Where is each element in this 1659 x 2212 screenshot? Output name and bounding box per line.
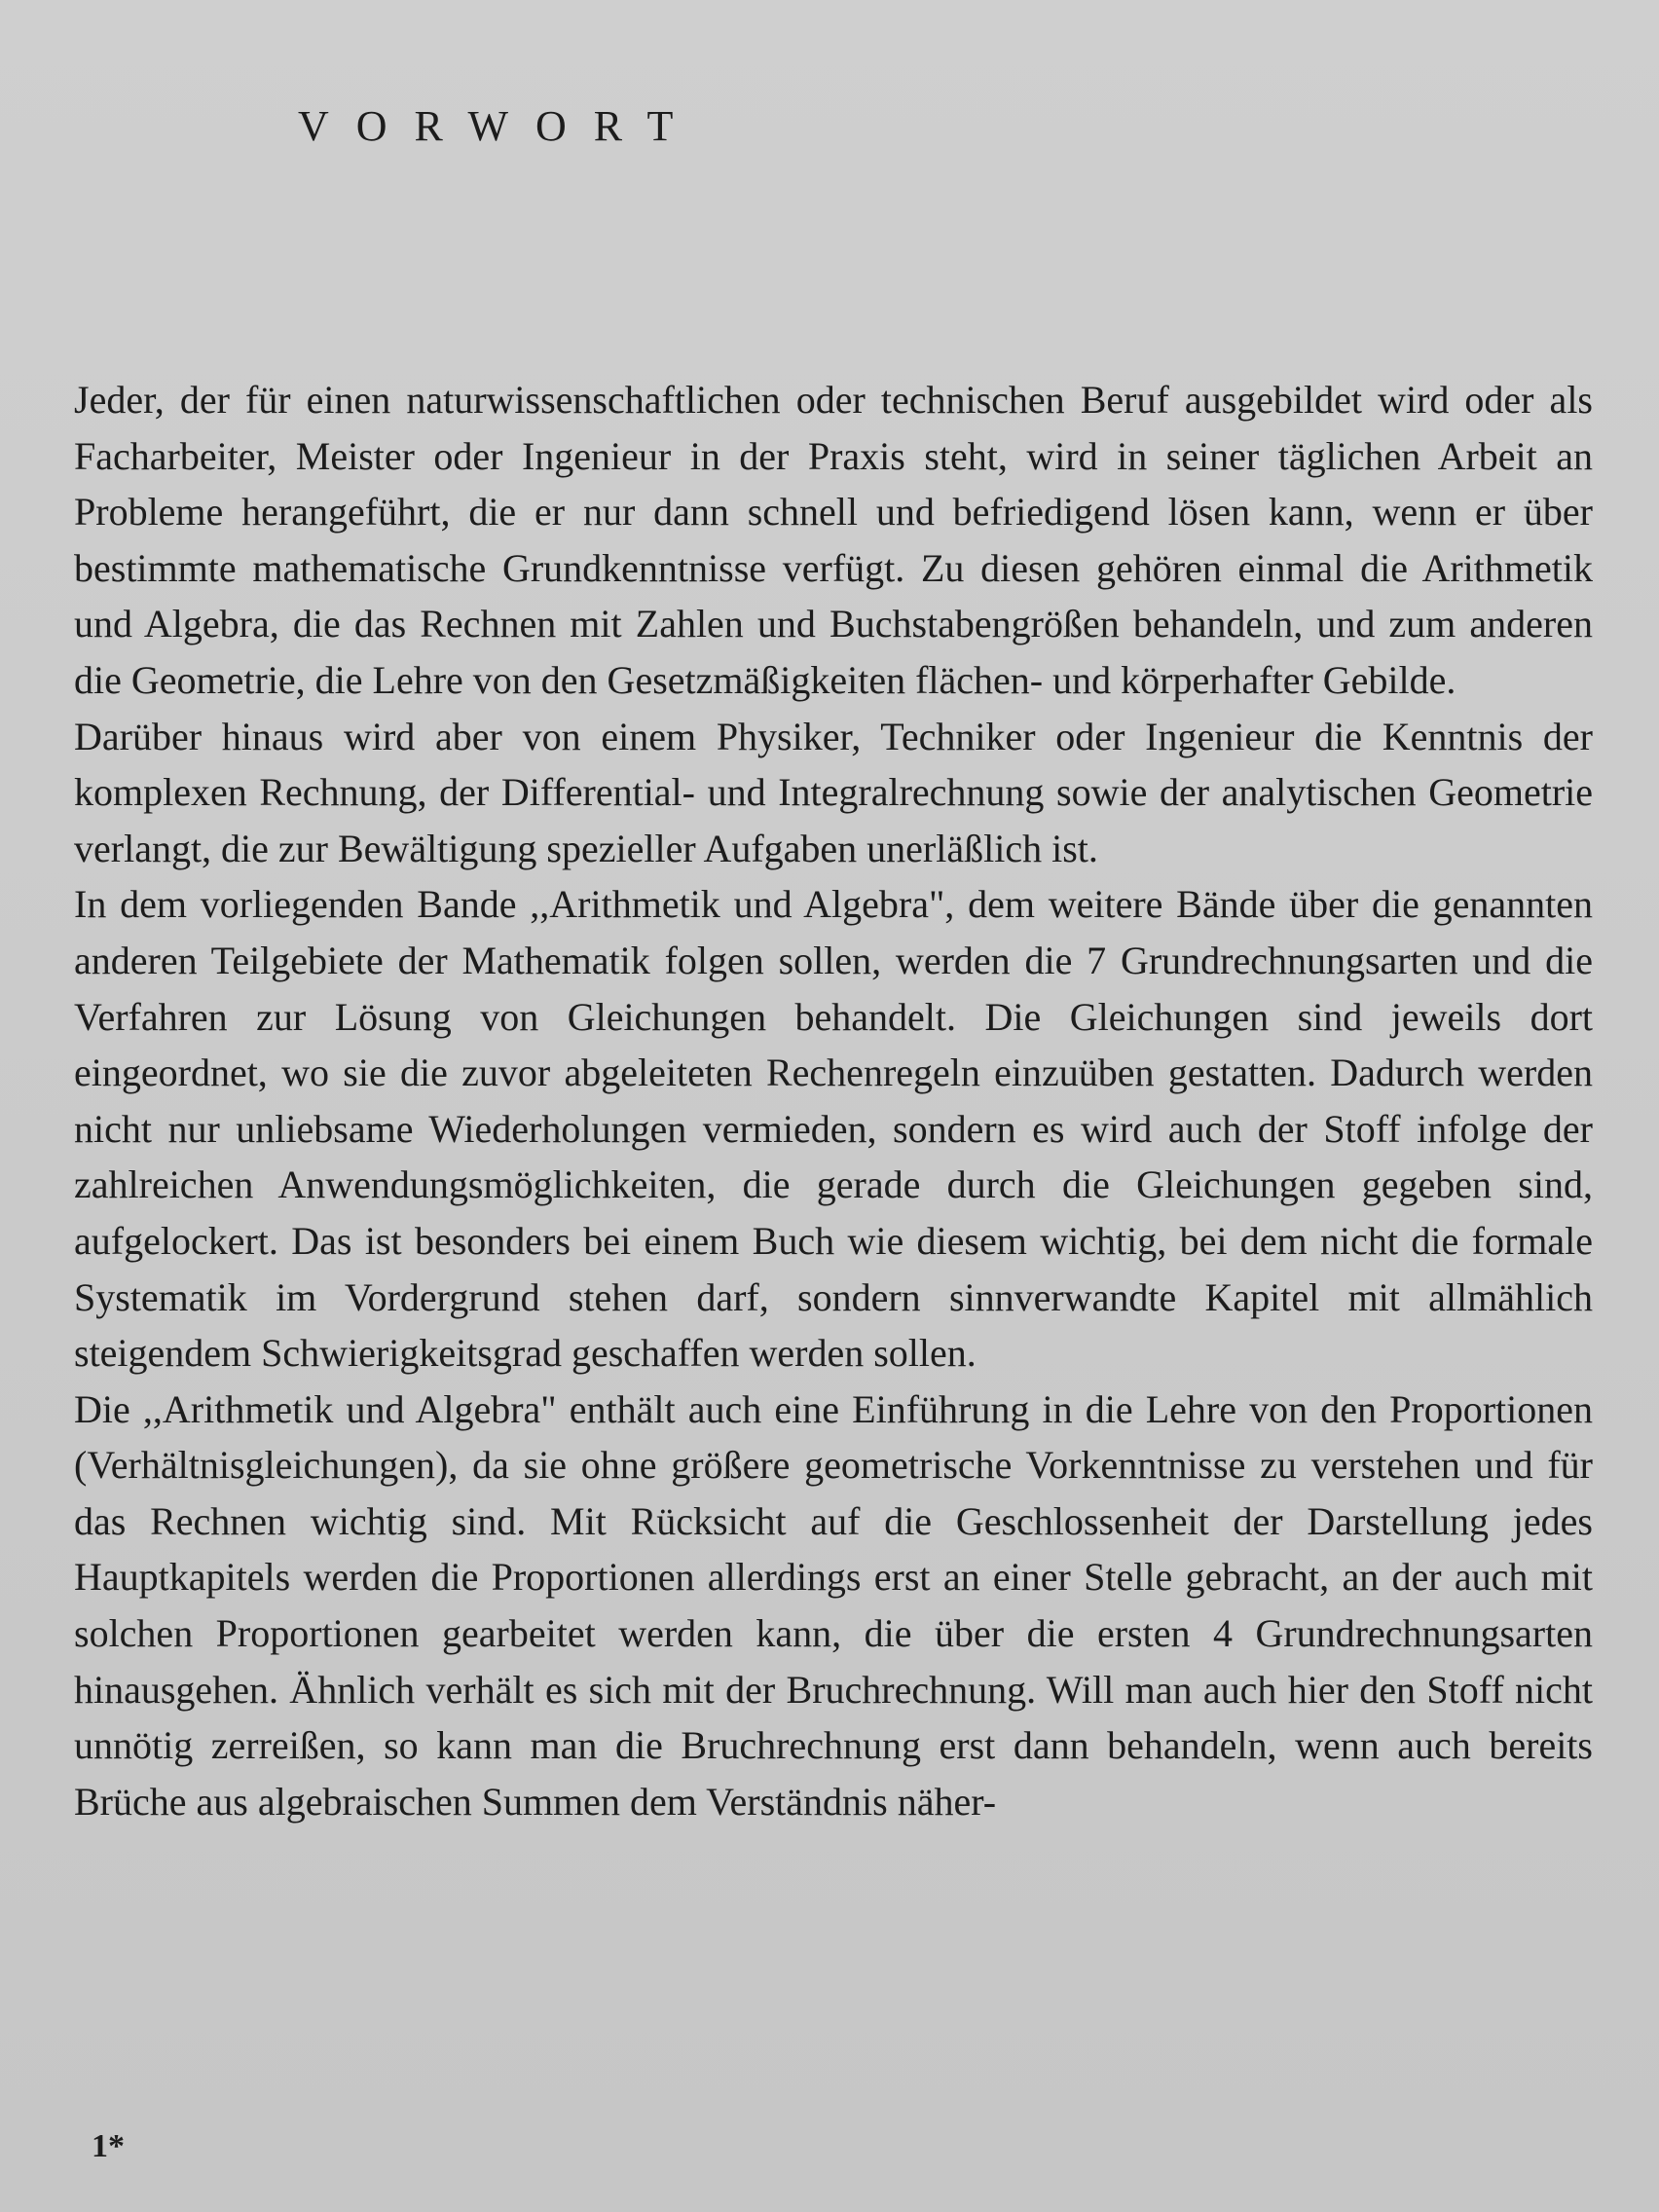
paragraph-3: In dem vorliegenden Bande ,,Arithmetik und Algebra", dem weitere Bände über die genannten anderen Teilgebiete der Mathematik folgen sollen, werden die 7 Grundrechnungsarten und die Verfahren zur Lösung von Gleichungen behandelt. Die Gleichungen sind jeweils dort eingeordnet, wo sie die zuvor abgeleiteten Rechenregeln einzuüben gestatten. Dadurch werden nicht nur unliebsame Wiederholungen vermieden, sondern es wird auch der Stoff infolge der zahlreichen Anwendungsmöglichkeiten, die gerade durch die Gleichungen gegeben sind, aufgelockert. Das ist besonders bei einem Buch wie diesem wichtig, bei dem nicht die formale Systematik im Vordergrund stehen darf, sondern sinnverwandte Kapitel mit allmählich steigendem Schwierigkeitsgrad geschaffen werden sollen.	[74, 882, 1593, 1376]
page-title: VORWORT	[298, 102, 701, 150]
paragraph-1: Jeder, der für einen naturwissenschaftlichen oder technischen Beruf ausgebildet wird oder als Facharbeiter, Meister oder Ingenieur in der Praxis steht, wird in seiner täglichen Arbeit an Probleme herangeführt, die er nur dann schnell und befriedigend lösen kann, wenn er über bestimmte mathematische Grundkenntnisse verfügt. Zu diesen gehören einmal die Arithmetik und Algebra, die das Rechnen mit Zahlen und Buchstabengrößen behandeln, und zum anderen die Geometrie, die Lehre von den Gesetzmäßigkeiten flächen- und körperhafter Gebilde.	[74, 378, 1593, 702]
preface-body	[74, 372, 1593, 1829]
signature-mark: 1*	[92, 2128, 125, 2164]
paragraph-2: Darüber hinaus wird aber von einem Physiker, Techniker oder Ingenieur die Kenntnis der komplexen Rechnung, der Differential- und Integralrechnung sowie der analytischen Geometrie verlangt, die zur Bewältigung spezieller Aufgaben unerläßlich ist.	[74, 714, 1593, 870]
paragraph-4: Die ,,Arithmetik und Algebra" enthält auch eine Einführung in die Lehre von den Proportionen (Verhältnisgleichungen), da sie ohne größere geometrische Vorkenntnisse zu verstehen und für das Rechnen wichtig sind. Mit Rücksicht auf die Geschlossenheit der Darstellung jedes Hauptkapitels werden die Proportionen allerdings erst an einer Stelle gebracht, an der auch mit solchen Proportionen gearbeitet werden kann, die über die ersten 4 Grundrechnungsarten hinausgehen. Ähnlich verhält es sich mit der Bruchrechnung. Will man auch hier den Stoff nicht unnötig zerreißen, so kann man die Bruchrechnung erst dann behandeln, wenn auch bereits Brüche aus algebraischen Summen dem Verständnis näher-	[74, 1386, 1593, 1824]
